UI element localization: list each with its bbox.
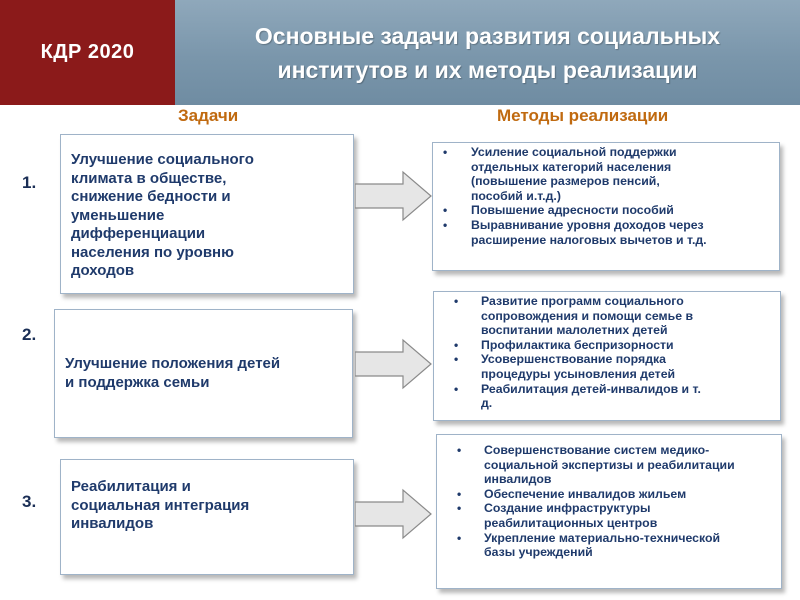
arrow-right-icon xyxy=(355,338,435,390)
methods-box-1 xyxy=(432,142,780,271)
task-line: дифференциации xyxy=(71,225,206,242)
list-item: • Развитие программ социального сопровождения и помощи семье в воспитании малолетних детей xyxy=(442,294,774,338)
list-item: • Выравнивание уровня доходов через расширение налоговых вычетов и т.д. xyxy=(441,218,773,247)
task-line: климата в обществе, xyxy=(71,169,227,187)
task-box-2 xyxy=(54,309,353,438)
list-item: • Усовершенствование порядка процедуры усыновления детей xyxy=(442,352,774,381)
list-item: • Создание инфраструктуры реабилитационных центров xyxy=(445,501,775,530)
methods-box-2 xyxy=(433,291,781,421)
task-line: населения по уровню xyxy=(71,243,234,261)
task-box-3 xyxy=(60,459,354,575)
list-item: • Обеспечение инвалидов жильем xyxy=(445,487,775,502)
methods-box-3 xyxy=(436,434,782,589)
list-item: • Профилактика беспризорности xyxy=(442,338,774,353)
row-number-3: 3. xyxy=(22,492,37,511)
task-line: Улучшение положения детей xyxy=(65,355,281,372)
list-item: • Усиление социальной поддержки отдельных категорий населения (повышение размеров пенсий, пособий и.т.д.) xyxy=(441,145,773,203)
list-item: • Реабилитация детей-инвалидов и т. д. xyxy=(442,382,774,411)
task-line: Улучшение социального xyxy=(71,151,254,168)
task-line: доходов xyxy=(71,262,135,279)
task-line: снижение бедности и xyxy=(71,188,231,205)
page-title xyxy=(175,0,800,105)
task-line: Реабилитация и xyxy=(71,478,191,495)
task-line: уменьшение xyxy=(71,206,165,224)
task-line: инвалидов xyxy=(71,515,154,532)
row-number-1: 1. xyxy=(22,173,37,192)
task-box-1 xyxy=(60,134,354,294)
list-item: • Совершенствование систем медико- социальной экспертизы и реабилитации инвалидов xyxy=(445,443,775,487)
title-line-1: Основные задачи развития социальных xyxy=(254,22,721,49)
arrow-right-icon xyxy=(355,170,435,222)
list-item: • Повышение адресности пособий xyxy=(441,203,773,218)
title-line-2: институтов и их методы реализации xyxy=(277,56,698,83)
list-item: • Укрепление материально-технической базы учреждений xyxy=(445,531,775,560)
task-line: и поддержка семьи xyxy=(65,373,210,391)
row-number-2: 2. xyxy=(22,325,37,344)
tasks-column-heading: Задачи xyxy=(178,106,239,125)
task-line: социальная интеграция xyxy=(71,496,250,514)
methods-column-heading: Методы реализации xyxy=(497,106,669,125)
badge: КДР 2020 xyxy=(0,0,175,105)
arrow-right-icon xyxy=(355,488,435,540)
